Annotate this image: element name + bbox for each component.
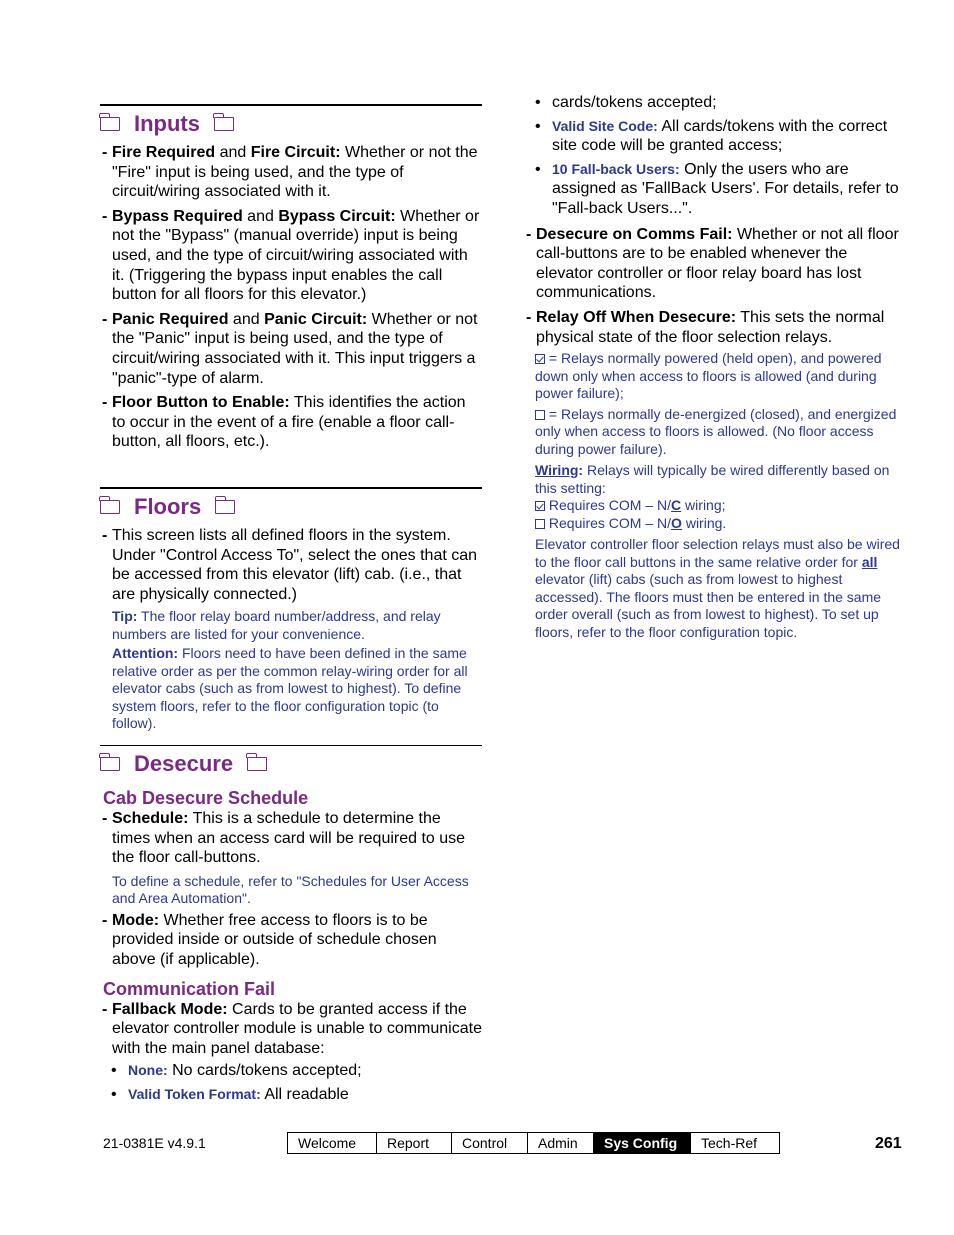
- wiring-note: Wiring: Relays will typically be wired differently based on this setting:: [535, 462, 890, 496]
- communication-fail-heading: Communication Fail: [103, 978, 276, 999]
- schedule-note: To define a schedule, refer to "Schedules for User Access and Area Automation".: [112, 872, 469, 907]
- floors-section-header: [100, 487, 482, 523]
- inputs-title: Inputs: [134, 111, 200, 136]
- list-item: - Panic Required and Panic Circuit: Whether or not the "Panic" input is being used, and the type of circuit/wiring associated with it. This input triggers a "panic"-type of alarm.: [100, 310, 482, 388]
- folder-icon: [100, 117, 120, 131]
- page-number: 261: [875, 1135, 902, 1152]
- list-item: - This screen lists all defined floors in the system. Under "Control Access To", select the ones that can be accessed from this elevator (lift) cab. (i.e., that are physically connected.): [100, 526, 482, 604]
- list-item: - Schedule: This is a schedule to determine the times when an access card will be required to use the floor call-buttons.: [100, 809, 482, 868]
- nav-admin[interactable]: Admin: [528, 1133, 594, 1153]
- folder-icon: [247, 757, 267, 771]
- fallback-option-continued: • cards/tokens accepted;: [524, 93, 908, 113]
- fallback-option: • 10 Fall-back Users: Only the users who are assigned as 'FallBack Users'. For details, refer to "Fall-back Users...".: [524, 160, 908, 219]
- fallback-option: • Valid Token Format: All readable: [100, 1085, 482, 1105]
- nav-sys-config[interactable]: Sys Config: [594, 1133, 691, 1153]
- page-footer: [0, 1132, 954, 1156]
- nav-welcome[interactable]: Welcome: [288, 1133, 377, 1153]
- list-item: - Fire Required and Fire Circuit: Whether or not the "Fire" input is being used, and the type of circuit/wiring associated with it.: [100, 143, 482, 202]
- checked-checkbox-icon: [535, 501, 545, 511]
- desecure-title: Desecure: [134, 751, 234, 776]
- desecure-section-header: [100, 745, 482, 780]
- fallback-option: • None: No cards/tokens accepted;: [100, 1061, 482, 1081]
- nav-report[interactable]: Report: [377, 1133, 452, 1153]
- list-item: - Bypass Required and Bypass Circuit: Whether or not the "Bypass" (manual override) input is being used, and the type of circuit/wiring associated with it. (Triggering the bypass input enables the call button for all floors for this elevator.): [100, 207, 482, 305]
- wiring-option-no: Requires COM – N/O wiring.: [524, 515, 908, 533]
- attention-note: Attention: Floors need to have been defined in the same relative order as per the common relay-wiring order for all elevator cabs (such as from lowest to highest). To define system floors, refer to the floor configuration topic (to follow).: [112, 645, 468, 732]
- relay-unchecked-note: = Relays normally de-energized (closed), and energized only when access to floors is allowed. (No floor access during power failure).: [535, 405, 897, 457]
- cab-desecure-schedule-heading: Cab Desecure Schedule: [103, 788, 309, 808]
- unchecked-checkbox-icon: [535, 519, 545, 529]
- list-item: - Fallback Mode: Cards to be granted access if the elevator controller module is unable to communicate with the main panel database:: [100, 1000, 482, 1059]
- checked-checkbox-icon: [535, 354, 545, 364]
- wiring-option-nc: Requires COM – N/C wiring;: [524, 497, 908, 515]
- list-item: - Mode: Whether free access to floors is to be provided inside or outside of schedule chosen above (if applicable).: [100, 911, 482, 970]
- folder-icon: [214, 117, 234, 131]
- footer-nav: [287, 1132, 780, 1154]
- list-item: - Relay Off When Desecure: This sets the normal physical state of the floor selection relays.: [524, 308, 908, 347]
- list-item: - Desecure on Comms Fail: Whether or not all floor call-buttons are to be enabled whenever the elevator controller or floor relay board has lost communications.: [524, 225, 908, 303]
- tip-note: Tip: The floor relay board number/address, and relay numbers are listed for your convenience.: [112, 608, 441, 642]
- document-id: 21-0381E v4.9.1: [103, 1135, 206, 1151]
- inputs-section-header: [100, 104, 482, 140]
- nav-control[interactable]: Control: [452, 1133, 528, 1153]
- nav-tech-ref[interactable]: Tech-Ref: [701, 1135, 758, 1151]
- list-item: - Floor Button to Enable: This identifies the action to occur in the event of a fire (enable a floor call-button, all floors, etc.).: [100, 393, 482, 452]
- folder-icon: [100, 500, 120, 514]
- folder-icon: [100, 757, 120, 771]
- fallback-option: • Valid Site Code: All cards/tokens with the correct site code will be granted access;: [524, 117, 908, 156]
- folder-icon: [215, 500, 235, 514]
- floors-title: Floors: [134, 494, 202, 519]
- unchecked-checkbox-icon: [535, 410, 545, 420]
- relay-wiring-note: Elevator controller floor selection relays must also be wired to the floor call buttons in the same relative order for all elevator (lift) cabs (such as from lowest to highest accessed). The floors must then be entered in the same order overall (such as from lowest to highest). To set up floors, refer to the floor configuration topic.: [535, 536, 900, 640]
- relay-checked-note: = Relays normally powered (held open), and powered down only when access to floors is allowed (and during power failure);: [535, 350, 882, 402]
